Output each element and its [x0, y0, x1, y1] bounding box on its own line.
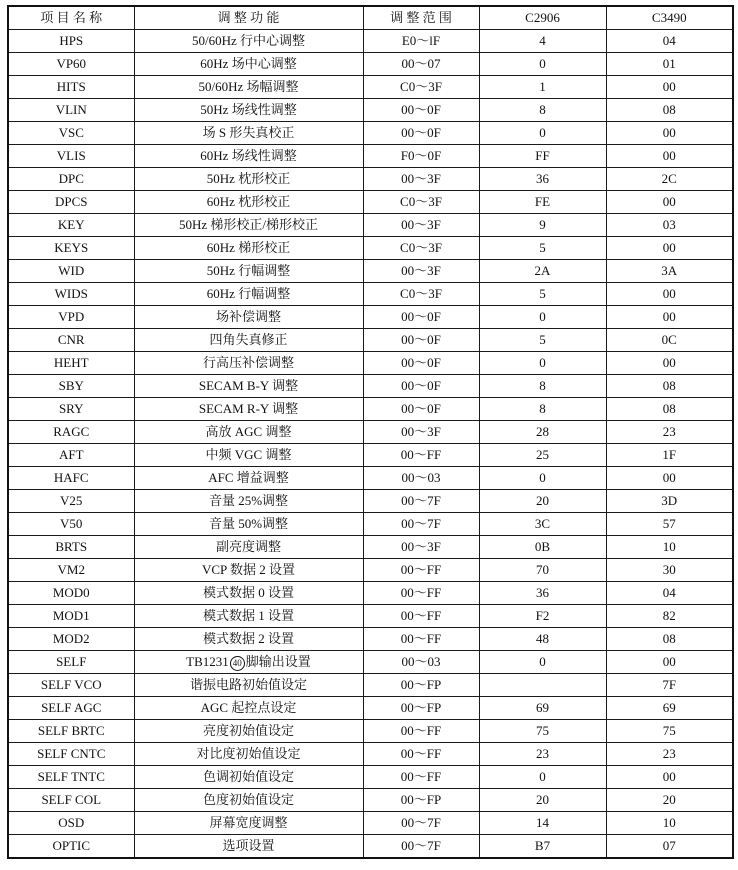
- cell-name: HPS: [8, 30, 134, 53]
- circled-pin-number: 40: [230, 656, 245, 671]
- cell-name: BRTS: [8, 536, 134, 559]
- cell-c3490: 08: [606, 375, 733, 398]
- table-row: [8, 352, 733, 375]
- cell-c3490: 20: [606, 789, 733, 812]
- cell-c2906: 25: [479, 444, 606, 467]
- cell-function: [134, 651, 363, 674]
- cell-c2906: 0: [479, 467, 606, 490]
- table-row: [8, 375, 733, 398]
- cell-range: 00～0F: [363, 352, 479, 375]
- cell-c3490: 00: [606, 237, 733, 260]
- cell-range: 00～3F: [363, 260, 479, 283]
- cell-name: MOD2: [8, 628, 134, 651]
- cell-name: WID: [8, 260, 134, 283]
- table-row: [8, 789, 733, 812]
- cell-c3490: 2C: [606, 168, 733, 191]
- cell-function: 行高压补偿调整: [134, 352, 363, 375]
- table-row: [8, 766, 733, 789]
- cell-c2906: [479, 674, 606, 697]
- cell-function: 50/60Hz 行中心调整: [134, 30, 363, 53]
- table-row: [8, 237, 733, 260]
- cell-name: DPC: [8, 168, 134, 191]
- cell-c2906: 0: [479, 53, 606, 76]
- cell-name: SELF BRTC: [8, 720, 134, 743]
- cell-name: VLIS: [8, 145, 134, 168]
- cell-c3490: 57: [606, 513, 733, 536]
- table-body: [8, 30, 733, 859]
- cell-function: 谐振电路初始值设定: [134, 674, 363, 697]
- cell-name: SBY: [8, 375, 134, 398]
- cell-c2906: F2: [479, 605, 606, 628]
- cell-c3490: 08: [606, 628, 733, 651]
- cell-name: DPCS: [8, 191, 134, 214]
- cell-range: 00～FF: [363, 766, 479, 789]
- cell-c3490: 0C: [606, 329, 733, 352]
- cell-function: 四角失真修正: [134, 329, 363, 352]
- cell-range: 00～0F: [363, 122, 479, 145]
- cell-range: 00～FF: [363, 628, 479, 651]
- table-row: [8, 513, 733, 536]
- table-row: [8, 697, 733, 720]
- cell-c3490: 00: [606, 283, 733, 306]
- cell-c2906: FE: [479, 191, 606, 214]
- cell-c3490: 7F: [606, 674, 733, 697]
- cell-c2906: 36: [479, 582, 606, 605]
- header-function: 调 整 功 能: [134, 6, 363, 30]
- table-row: [8, 99, 733, 122]
- cell-c2906: 48: [479, 628, 606, 651]
- cell-name: HITS: [8, 76, 134, 99]
- cell-c2906: 36: [479, 168, 606, 191]
- cell-c3490: 69: [606, 697, 733, 720]
- cell-c2906: 5: [479, 237, 606, 260]
- cell-range: 00～FF: [363, 444, 479, 467]
- cell-c2906: 8: [479, 99, 606, 122]
- cell-range: 00～FP: [363, 789, 479, 812]
- cell-name: MOD1: [8, 605, 134, 628]
- cell-range: C0～3F: [363, 76, 479, 99]
- cell-c2906: 0: [479, 651, 606, 674]
- cell-function: 对比度初始值设定: [134, 743, 363, 766]
- cell-c2906: 4: [479, 30, 606, 53]
- cell-name: WIDS: [8, 283, 134, 306]
- cell-function: 场 S 形失真校正: [134, 122, 363, 145]
- cell-function: 50/60Hz 场幅调整: [134, 76, 363, 99]
- cell-range: 00～07: [363, 53, 479, 76]
- cell-range: 00～0F: [363, 329, 479, 352]
- cell-c3490: 3A: [606, 260, 733, 283]
- cell-function: 音量 50%调整: [134, 513, 363, 536]
- table-row: [8, 835, 733, 859]
- cell-c2906: 0B: [479, 536, 606, 559]
- cell-c3490: 00: [606, 766, 733, 789]
- cell-c3490: 00: [606, 306, 733, 329]
- cell-range: E0～lF: [363, 30, 479, 53]
- cell-range: 00～0F: [363, 398, 479, 421]
- document-page: [7, 5, 732, 859]
- cell-c3490: 08: [606, 398, 733, 421]
- cell-range: C0～3F: [363, 283, 479, 306]
- cell-function: AGC 起控点设定: [134, 697, 363, 720]
- cell-range: 00～7F: [363, 812, 479, 835]
- table-row: [8, 490, 733, 513]
- cell-name: RAGC: [8, 421, 134, 444]
- cell-c2906: 0: [479, 306, 606, 329]
- cell-name: V50: [8, 513, 134, 536]
- cell-c2906: 0: [479, 352, 606, 375]
- table-row: [8, 674, 733, 697]
- cell-range: 00～0F: [363, 306, 479, 329]
- cell-function: 亮度初始值设定: [134, 720, 363, 743]
- cell-range: 00～03: [363, 467, 479, 490]
- cell-c2906: 0: [479, 766, 606, 789]
- header-name: 项 目 名 称: [8, 6, 134, 30]
- cell-function: SECAM R-Y 调整: [134, 398, 363, 421]
- cell-range: 00～3F: [363, 421, 479, 444]
- header-c3490: C3490: [606, 6, 733, 30]
- cell-name: CNR: [8, 329, 134, 352]
- table-header-row: [8, 6, 733, 30]
- cell-c3490: 00: [606, 122, 733, 145]
- table-row: [8, 306, 733, 329]
- cell-c3490: 3D: [606, 490, 733, 513]
- cell-function: 色度初始值设定: [134, 789, 363, 812]
- cell-name: HEHT: [8, 352, 134, 375]
- table-row: [8, 191, 733, 214]
- cell-c3490: 00: [606, 651, 733, 674]
- table-row: [8, 743, 733, 766]
- cell-c3490: 82: [606, 605, 733, 628]
- cell-c2906: 20: [479, 490, 606, 513]
- cell-name: SRY: [8, 398, 134, 421]
- cell-name: HAFC: [8, 467, 134, 490]
- cell-function: SECAM B-Y 调整: [134, 375, 363, 398]
- cell-c3490: 23: [606, 743, 733, 766]
- function-suffix: 脚输出设置: [245, 654, 311, 669]
- cell-c3490: 03: [606, 214, 733, 237]
- adjustment-table: [7, 5, 734, 859]
- cell-range: C0～3F: [363, 191, 479, 214]
- cell-function: 模式数据 1 设置: [134, 605, 363, 628]
- cell-name: OSD: [8, 812, 134, 835]
- table-row: [8, 260, 733, 283]
- cell-function: 60Hz 场中心调整: [134, 53, 363, 76]
- cell-function: VCP 数据 2 设置: [134, 559, 363, 582]
- table-row: [8, 329, 733, 352]
- cell-name: OPTIC: [8, 835, 134, 859]
- cell-function: 色调初始值设定: [134, 766, 363, 789]
- cell-name: KEYS: [8, 237, 134, 260]
- table-row: [8, 168, 733, 191]
- cell-range: 00～FF: [363, 743, 479, 766]
- cell-c3490: 07: [606, 835, 733, 859]
- cell-function: 副亮度调整: [134, 536, 363, 559]
- cell-c3490: 00: [606, 145, 733, 168]
- cell-name: VLIN: [8, 99, 134, 122]
- cell-range: 00～FF: [363, 582, 479, 605]
- cell-range: 00～3F: [363, 536, 479, 559]
- table-row: [8, 214, 733, 237]
- table-row: [8, 720, 733, 743]
- cell-c3490: 04: [606, 582, 733, 605]
- cell-c2906: 9: [479, 214, 606, 237]
- cell-range: 00～3F: [363, 168, 479, 191]
- cell-function: 中频 VGC 调整: [134, 444, 363, 467]
- header-range: 调 整 范 围: [363, 6, 479, 30]
- table-row: [8, 582, 733, 605]
- table-row: [8, 812, 733, 835]
- cell-function: 60Hz 枕形校正: [134, 191, 363, 214]
- cell-c3490: 00: [606, 352, 733, 375]
- cell-name: SELF CNTC: [8, 743, 134, 766]
- cell-name: SELF: [8, 651, 134, 674]
- cell-c2906: 2A: [479, 260, 606, 283]
- cell-function: AFC 增益调整: [134, 467, 363, 490]
- cell-c2906: 75: [479, 720, 606, 743]
- cell-c3490: 10: [606, 812, 733, 835]
- cell-function: 60Hz 行幅调整: [134, 283, 363, 306]
- cell-c3490: 00: [606, 467, 733, 490]
- cell-c2906: 14: [479, 812, 606, 835]
- cell-function: 高放 AGC 调整: [134, 421, 363, 444]
- cell-c2906: B7: [479, 835, 606, 859]
- cell-c3490: 00: [606, 191, 733, 214]
- header-c2906: C2906: [479, 6, 606, 30]
- cell-c3490: 01: [606, 53, 733, 76]
- cell-c2906: 23: [479, 743, 606, 766]
- cell-range: 00～7F: [363, 513, 479, 536]
- table-row: [8, 398, 733, 421]
- cell-c2906: 1: [479, 76, 606, 99]
- cell-c3490: 04: [606, 30, 733, 53]
- table-row: [8, 30, 733, 53]
- cell-c2906: 5: [479, 283, 606, 306]
- table-row: [8, 283, 733, 306]
- cell-range: 00～FF: [363, 605, 479, 628]
- cell-name: KEY: [8, 214, 134, 237]
- cell-c3490: 30: [606, 559, 733, 582]
- cell-function: 60Hz 场线性调整: [134, 145, 363, 168]
- cell-function: 选项设置: [134, 835, 363, 859]
- cell-c3490: 10: [606, 536, 733, 559]
- cell-name: SELF TNTC: [8, 766, 134, 789]
- cell-function: 屏幕宽度调整: [134, 812, 363, 835]
- cell-c2906: 8: [479, 375, 606, 398]
- cell-c2906: 3C: [479, 513, 606, 536]
- cell-range: 00～FF: [363, 559, 479, 582]
- table-row: [8, 467, 733, 490]
- table-row: [8, 145, 733, 168]
- cell-range: 00～0F: [363, 99, 479, 122]
- cell-c3490: 1F: [606, 444, 733, 467]
- cell-c2906: 69: [479, 697, 606, 720]
- cell-c2906: 70: [479, 559, 606, 582]
- cell-function: 音量 25%调整: [134, 490, 363, 513]
- table-row: [8, 628, 733, 651]
- cell-range: F0～0F: [363, 145, 479, 168]
- cell-function: 50Hz 枕形校正: [134, 168, 363, 191]
- cell-function: 场补偿调整: [134, 306, 363, 329]
- cell-c2906: 8: [479, 398, 606, 421]
- cell-name: V25: [8, 490, 134, 513]
- cell-c3490: 08: [606, 99, 733, 122]
- cell-range: 00～7F: [363, 490, 479, 513]
- cell-range: 00～FP: [363, 697, 479, 720]
- cell-function: 50Hz 场线性调整: [134, 99, 363, 122]
- cell-c3490: 75: [606, 720, 733, 743]
- cell-range: 00～3F: [363, 214, 479, 237]
- table-row: [8, 53, 733, 76]
- cell-c2906: 5: [479, 329, 606, 352]
- cell-c2906: 28: [479, 421, 606, 444]
- table-row: [8, 605, 733, 628]
- cell-function: 模式数据 0 设置: [134, 582, 363, 605]
- cell-range: 00～7F: [363, 835, 479, 859]
- table-row: [8, 559, 733, 582]
- table-row: [8, 536, 733, 559]
- cell-range: 00～03: [363, 651, 479, 674]
- cell-name: AFT: [8, 444, 134, 467]
- cell-range: 00～0F: [363, 375, 479, 398]
- cell-range: 00～FP: [363, 674, 479, 697]
- table-row: [8, 651, 733, 674]
- cell-function: 50Hz 梯形校正/梯形校正: [134, 214, 363, 237]
- cell-function: 60Hz 梯形校正: [134, 237, 363, 260]
- cell-function: 模式数据 2 设置: [134, 628, 363, 651]
- function-prefix: TB1231: [186, 654, 229, 669]
- cell-name: SELF AGC: [8, 697, 134, 720]
- cell-c2906: 0: [479, 122, 606, 145]
- cell-name: SELF COL: [8, 789, 134, 812]
- cell-c3490: 00: [606, 76, 733, 99]
- cell-c2906: 20: [479, 789, 606, 812]
- cell-name: SELF VCO: [8, 674, 134, 697]
- cell-c2906: FF: [479, 145, 606, 168]
- cell-c3490: 23: [606, 421, 733, 444]
- cell-range: C0～3F: [363, 237, 479, 260]
- cell-name: VPD: [8, 306, 134, 329]
- table-row: [8, 444, 733, 467]
- table-row: [8, 76, 733, 99]
- table-row: [8, 122, 733, 145]
- cell-function: 50Hz 行幅调整: [134, 260, 363, 283]
- cell-name: MOD0: [8, 582, 134, 605]
- cell-range: 00～FF: [363, 720, 479, 743]
- cell-name: VSC: [8, 122, 134, 145]
- cell-name: VM2: [8, 559, 134, 582]
- cell-name: VP60: [8, 53, 134, 76]
- table-row: [8, 421, 733, 444]
